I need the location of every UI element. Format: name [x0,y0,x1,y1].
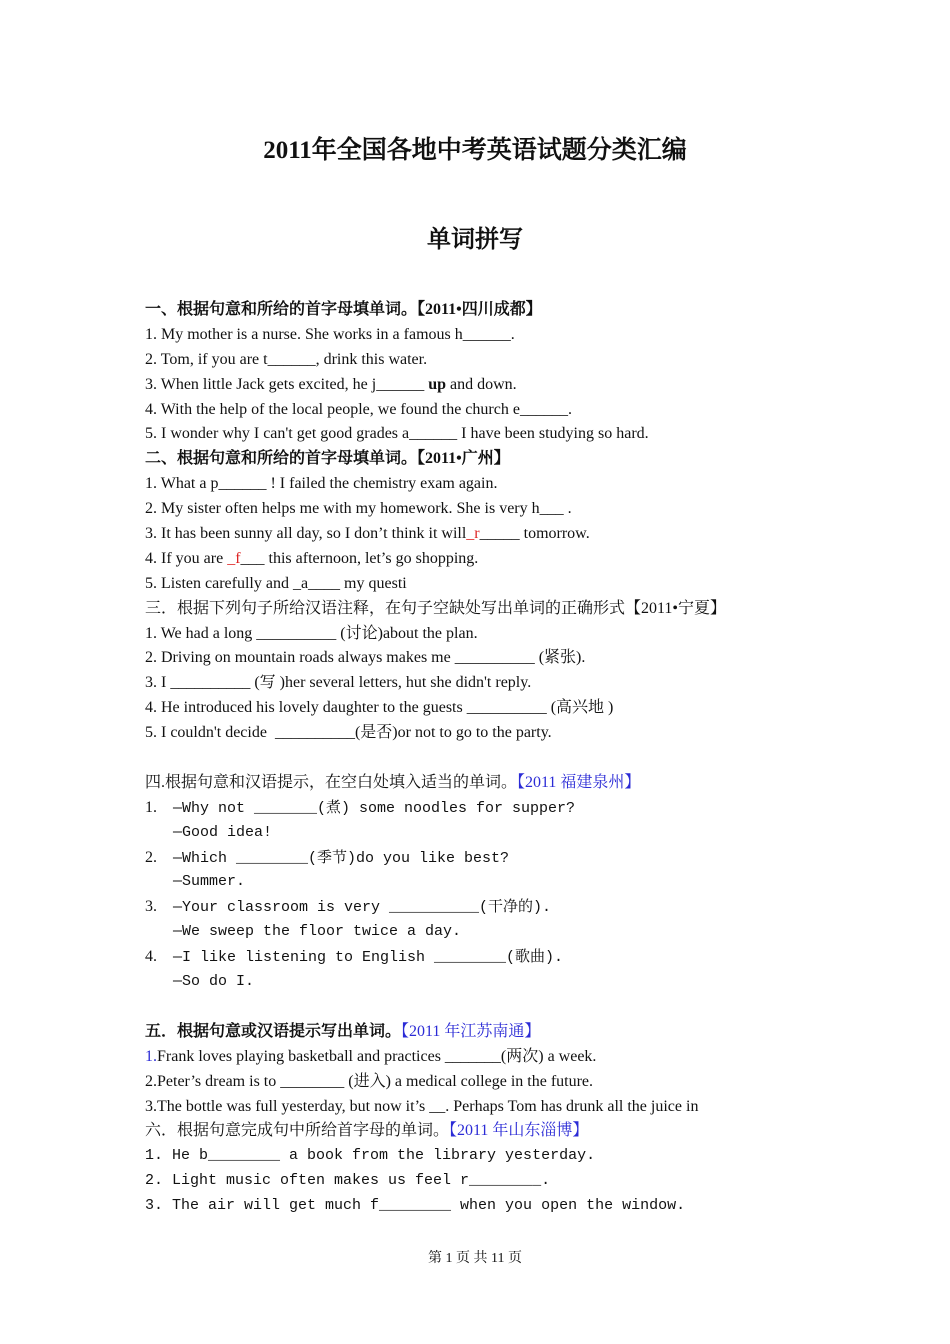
spacer [145,995,865,1020]
item-text: 4. If you are [145,549,228,567]
exercise-item: 4. With the help of the local people, we found the church e______. [145,400,572,418]
section-heading-text: 四.根据句意和汉语提示，在空白处填入适当的单词。 [145,773,518,791]
item-text: —Summer. [173,873,246,891]
exercise-item: 2. My sister often helps me with my homework. She is very h___ . [145,500,572,518]
dialogue-line [145,821,865,846]
item-text: —So do I. [173,973,255,991]
item-bold-word: up [428,375,446,393]
item-number: 1. [145,1047,157,1065]
page-footer: 第 1 页 共 11 页 [428,1251,522,1266]
item-text: _____ tomorrow. [479,525,590,543]
section-heading [145,1020,865,1045]
exercise-item: 1. He b________ a book from the library yesterday. [145,1147,596,1165]
exercise-item: 5. I couldn't decide __________(是否)or not to go to the party. [145,724,552,742]
section-heading [145,771,865,796]
exercise-item [145,547,865,572]
exercise-item: 3. The air will get much f________ when you open the window. [145,1197,686,1215]
section-heading-text: 五．根据句意或汉语提示写出单词。 [145,1022,402,1040]
item-text: 3. When little Jack gets excited, he j______ [145,375,429,393]
item-text: —We sweep the floor twice a day. [173,923,462,941]
exercise-item [145,1045,865,1070]
item-text: and down. [445,375,517,393]
dialogue-line [145,846,865,871]
exercise-item: 1. What a p______ ! I failed the chemistry exam again. [145,475,498,493]
item-text: Frank loves playing basketball and practices _______(两次) a week. [157,1047,597,1065]
item-number: 3. [145,898,157,916]
exercise-item: 2.Peter’s dream is to ________ (进入) a medical college in the future. [145,1072,594,1090]
dialogue-line [145,870,865,895]
exercise-item: 3.The bottle was full yesterday, but now it’s __. Perhaps Tom has drunk all the juice in [145,1097,699,1115]
exercise-item: 5. Listen carefully and _a____ my questi [145,574,407,592]
dialogue-line [145,895,865,920]
exercise-item: 2. Tom, if you are t______, drink this water. [145,350,428,368]
exercise-item: 1. We had a long __________ (讨论)about the plan. [145,624,478,642]
dialogue-line [145,920,865,945]
item-text: —Good idea! [173,823,273,841]
item-hint-letter: _f [227,549,241,567]
item-hint-letter: _r [466,525,480,543]
item-text: ___ this afternoon, let’s go shopping. [240,549,479,567]
section-source: 【2011 福建泉州】 [517,773,641,791]
item-text: —Which ________(季节)do you like best? [173,849,510,867]
item-number: 2. [145,848,157,866]
spacer [145,746,865,771]
exercise-item: 5. I wonder why I can't get good grades a______ I have been studying so hard. [145,425,649,443]
document-subtitle: 单词拼写 [427,227,523,253]
exercise-item: 2. Light music often makes us feel r________. [145,1172,551,1190]
section-heading-text: 六．根据句意完成句中所给首字母的单词。 [145,1122,450,1140]
document-title: 2011年全国各地中考英语试题分类汇编 [263,137,687,164]
item-number: 1. [145,798,157,816]
section-source: 【2011 年山东淄博】 [449,1122,589,1140]
item-text: —Why not _______(煮) some noodles for supper? [173,799,576,817]
exercise-item [145,373,865,398]
dialogue-line [145,970,865,995]
dialogue-line [145,796,865,821]
section-heading: 三．根据下列句子所给汉语注释，在句子空缺处写出单词的正确形式【2011•宁夏】 [145,599,727,617]
item-text: —I like listening to English ________(歌曲). [173,949,564,967]
dialogue-line [145,945,865,970]
exercise-item: 2. Driving on mountain roads always makes me __________ (紧张). [145,649,586,667]
exercise-item: 4. He introduced his lovely daughter to the guests __________ (高兴地 ) [145,699,614,717]
section-heading [145,1119,865,1144]
item-text: 3. It has been sunny all day, so I don’t think it will [145,525,467,543]
section-heading: 二、根据句意和所给的首字母填单词。【2011•广州】 [145,450,510,468]
exercise-item: 1. My mother is a nurse. She works in a famous h______. [145,325,515,343]
item-text: —Your classroom is very __________(干净的). [173,899,552,917]
exercise-item: 3. I __________ (写 )her several letters, hut she didn't reply. [145,674,532,692]
item-number: 4. [145,948,157,966]
section-heading: 一、根据句意和所给的首字母填单词。【2011•四川成都】 [145,301,542,318]
section-source: 【2011 年江苏南通】 [401,1022,541,1040]
exercise-content [145,298,865,1219]
exercise-item [145,522,865,547]
